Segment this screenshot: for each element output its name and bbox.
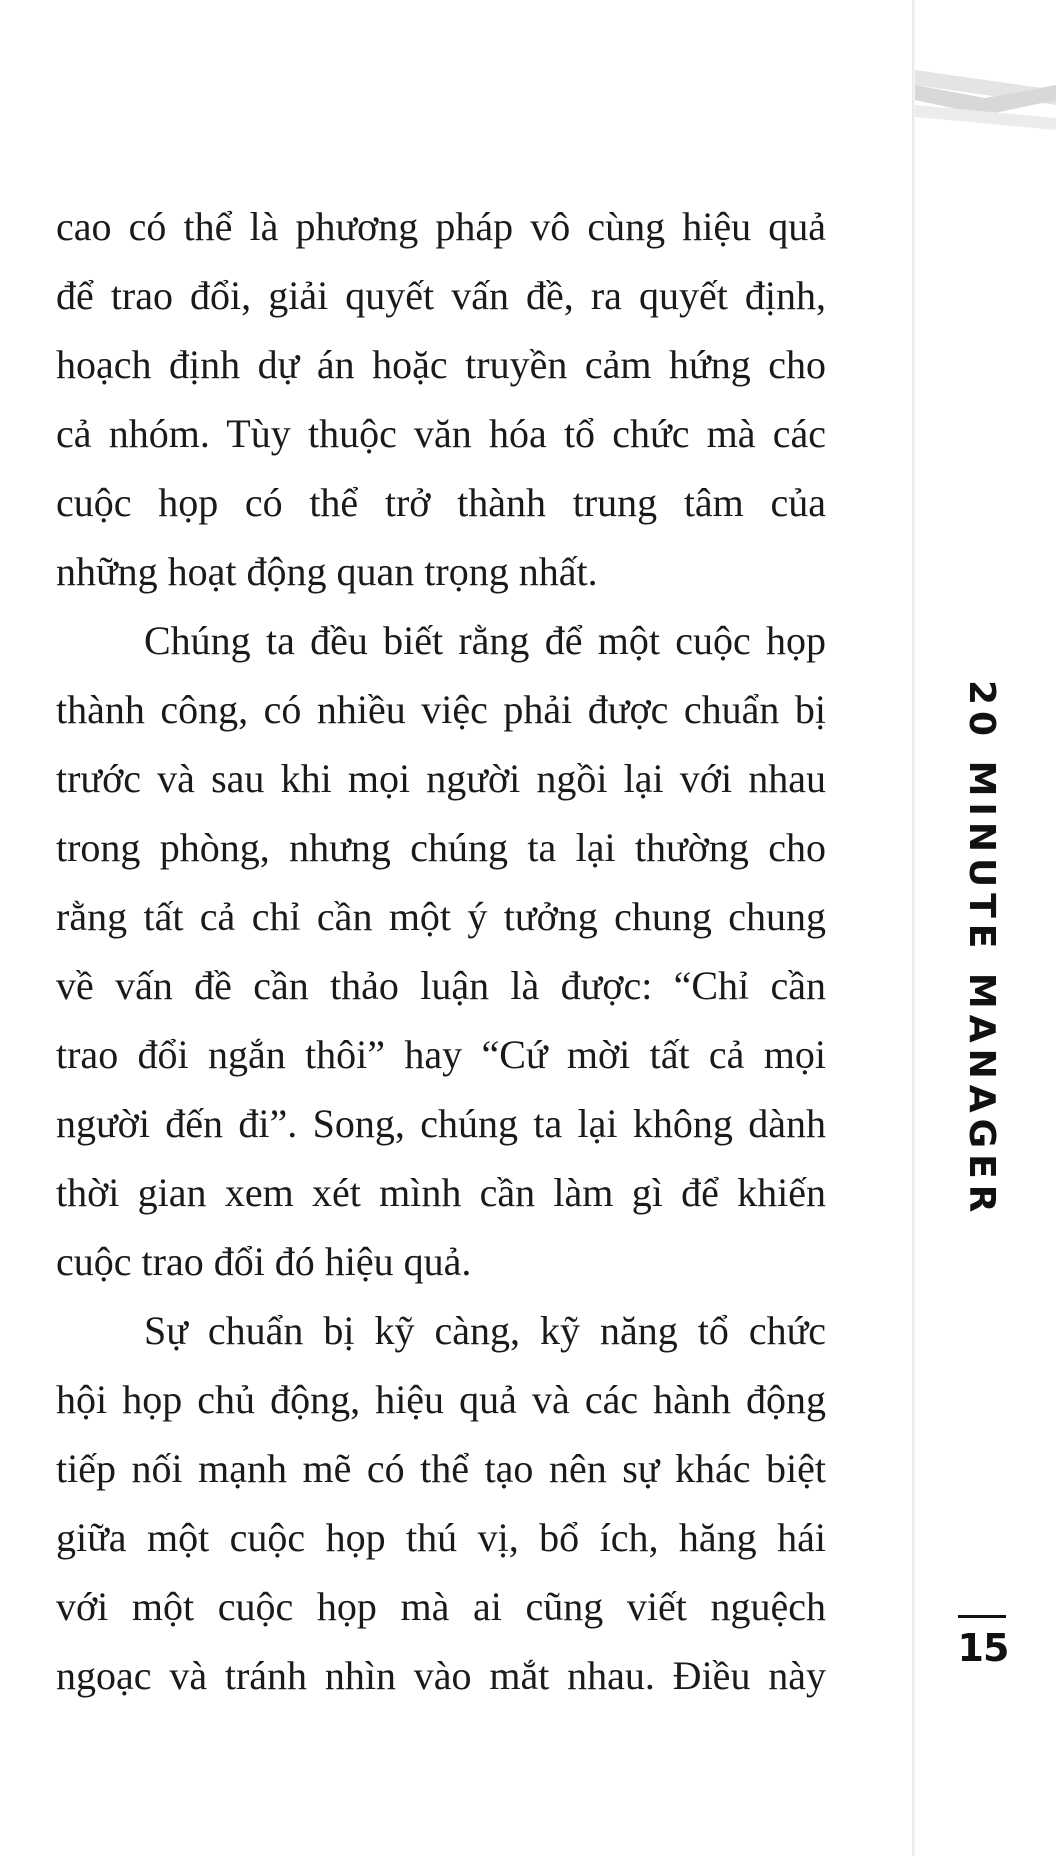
- text-line: Chúng ta đều biết rằng để một cuộc họp: [144, 618, 826, 663]
- text-line: giữa một cuộc họp thú vị, bổ ích, hăng hái: [56, 1515, 826, 1560]
- page-number: 15: [957, 1626, 1009, 1670]
- running-head-title: 20 MINUTE MANAGER: [961, 680, 1002, 1219]
- running-head: [950, 680, 1030, 1219]
- page-gutter: [912, 0, 915, 1856]
- text-line: cuộc trao đổi đó hiệu quả.: [56, 1239, 472, 1284]
- text-line: thành công, có nhiều việc phải được chuẩn bị: [56, 687, 826, 732]
- text-line: Sự chuẩn bị kỹ càng, kỹ năng tổ chức: [144, 1308, 826, 1353]
- text-line: thời gian xem xét mình cần làm gì để khiến: [56, 1170, 826, 1215]
- text-line: rằng tất cả chỉ cần một ý tưởng chung chung: [56, 894, 826, 939]
- text-line: hoạch định dự án hoặc truyền cảm hứng cho: [56, 342, 826, 387]
- text-line: hội họp chủ động, hiệu quả và các hành động: [56, 1377, 826, 1422]
- text-line: cao có thể là phương pháp vô cùng hiệu quả: [56, 204, 826, 249]
- body-text: [56, 192, 826, 1710]
- text-line: trước và sau khi mọi người ngồi lại với nhau: [56, 756, 826, 801]
- text-line: để trao đổi, giải quyết vấn đề, ra quyết định,: [56, 273, 826, 318]
- text-line: ngoạc và tránh nhìn vào mắt nhau. Điều này: [56, 1653, 826, 1698]
- text-line: những hoạt động quan trọng nhất.: [56, 549, 598, 594]
- text-line: về vấn đề cần thảo luận là được: “Chỉ cần: [56, 963, 826, 1008]
- text-line: cuộc họp có thể trở thành trung tâm của: [56, 480, 826, 525]
- text-line: tiếp nối mạnh mẽ có thể tạo nên sự khác biệt: [56, 1446, 826, 1491]
- text-line: với một cuộc họp mà ai cũng viết nguệch: [56, 1584, 826, 1629]
- text-line: người đến đi”. Song, chúng ta lại không dành: [56, 1101, 826, 1146]
- text-line: trao đổi ngắn thôi” hay “Cứ mời tất cả mọi: [56, 1032, 826, 1077]
- chevron-decoration-icon: [915, 60, 1056, 150]
- text-line: trong phòng, nhưng chúng ta lại thường cho: [56, 825, 826, 870]
- folio-rule: [958, 1615, 1006, 1618]
- text-line: cả nhóm. Tùy thuộc văn hóa tổ chức mà các: [56, 411, 826, 456]
